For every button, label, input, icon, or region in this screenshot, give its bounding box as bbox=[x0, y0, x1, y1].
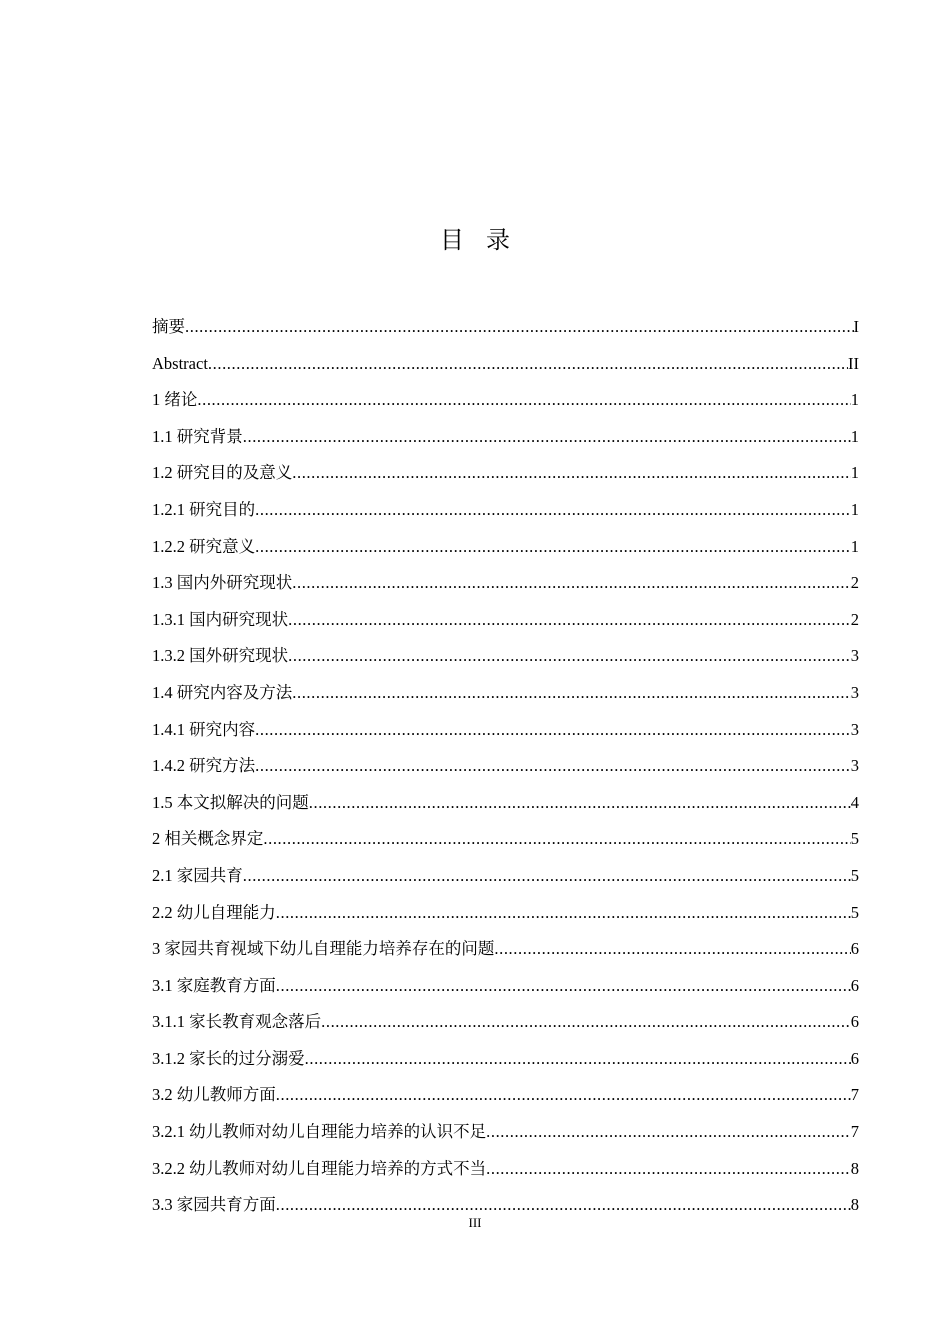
toc-entry-page: 7 bbox=[850, 1085, 859, 1105]
toc-entry-label: 3.2.2 幼儿教师对幼儿自理能力培养的方式不当 bbox=[152, 1158, 487, 1178]
toc-entry-label: 1.4.2 研究方法 bbox=[152, 756, 256, 776]
toc-dot-leader bbox=[185, 309, 854, 346]
toc-entry-label: 1.3 国内外研究现状 bbox=[152, 573, 293, 593]
toc-dot-leader bbox=[255, 492, 851, 529]
toc-entry-label: 1.1 研究背景 bbox=[152, 426, 243, 446]
toc-dot-leader bbox=[243, 419, 851, 456]
toc-dot-leader bbox=[243, 858, 851, 895]
toc-entry-label: 2.2 幼儿自理能力 bbox=[152, 902, 276, 922]
toc-entry[interactable] bbox=[152, 1151, 859, 1188]
toc-entry-page: 3 bbox=[850, 682, 859, 702]
toc-entry[interactable] bbox=[152, 858, 859, 895]
toc-entry[interactable] bbox=[152, 529, 859, 566]
toc-entry-page: 7 bbox=[850, 1122, 859, 1142]
toc-entry-label: 3.1.2 家长的过分溺爱 bbox=[152, 1048, 305, 1068]
toc-entry-page: 8 bbox=[850, 1158, 859, 1178]
toc-entry-label: 1.5 本文拟解决的问题 bbox=[152, 792, 309, 812]
toc-entry-label: 3.2.1 幼儿教师对幼儿自理能力培养的认识不足 bbox=[152, 1122, 487, 1142]
toc-entry[interactable] bbox=[152, 346, 859, 383]
toc-entry-page: 5 bbox=[850, 865, 859, 885]
toc-dot-leader bbox=[292, 565, 851, 602]
toc-entry-label: 1.2.2 研究意义 bbox=[152, 536, 256, 556]
toc-entry[interactable] bbox=[152, 748, 859, 785]
toc-entry-label: 3.2 幼儿教师方面 bbox=[152, 1085, 276, 1105]
toc-entry-label: 摘要 bbox=[152, 317, 185, 336]
toc-entry[interactable] bbox=[152, 382, 859, 419]
toc-entry-label: 1.2 研究目的及意义 bbox=[152, 463, 293, 483]
toc-entry[interactable] bbox=[152, 565, 859, 602]
toc-entry-page: 8 bbox=[850, 1195, 859, 1215]
toc-dot-leader bbox=[276, 968, 851, 1005]
toc-entry-label: 1.4.1 研究内容 bbox=[152, 719, 256, 739]
toc-entry-page: 6 bbox=[850, 975, 859, 995]
toc-title: 目录 bbox=[440, 226, 532, 254]
toc-entry-label: 1.2.1 研究目的 bbox=[152, 499, 256, 519]
toc-entry-page: 1 bbox=[850, 499, 859, 519]
toc-entry[interactable] bbox=[152, 785, 859, 822]
toc-entry-page: 1 bbox=[850, 463, 859, 483]
toc-dot-leader bbox=[321, 1004, 851, 1041]
toc-entry-page: 3 bbox=[850, 646, 859, 666]
toc-entry[interactable] bbox=[152, 602, 859, 639]
toc-list bbox=[152, 309, 859, 1224]
toc-entry-page: 1 bbox=[850, 426, 859, 446]
toc-entry[interactable] bbox=[152, 1114, 859, 1151]
toc-entry-page: 1 bbox=[850, 536, 859, 556]
toc-entry-label: 3.1.1 家长教育观念落后 bbox=[152, 1012, 322, 1032]
toc-entry[interactable] bbox=[152, 968, 859, 1005]
toc-entry-page: 5 bbox=[850, 829, 859, 849]
toc-entry-label: 3 家园共育视域下幼儿自理能力培养存在的问题 bbox=[152, 939, 495, 959]
toc-entry[interactable] bbox=[152, 1004, 859, 1041]
toc-entry-page: 3 bbox=[850, 719, 859, 739]
toc-dot-leader bbox=[292, 455, 851, 492]
toc-dot-leader bbox=[208, 346, 848, 383]
toc-dot-leader bbox=[305, 1041, 851, 1078]
toc-entry[interactable] bbox=[152, 455, 859, 492]
toc-entry[interactable] bbox=[152, 675, 859, 712]
toc-dot-leader bbox=[292, 675, 851, 712]
toc-dot-leader bbox=[309, 785, 851, 822]
toc-dot-leader bbox=[494, 931, 850, 968]
toc-dot-leader bbox=[255, 529, 851, 566]
toc-entry[interactable] bbox=[152, 309, 859, 346]
toc-dot-leader bbox=[263, 821, 850, 858]
toc-entry-page: 5 bbox=[850, 902, 859, 922]
toc-entry-page: I bbox=[853, 317, 859, 336]
toc-dot-leader bbox=[276, 895, 851, 932]
toc-entry[interactable] bbox=[152, 821, 859, 858]
page-number: III bbox=[468, 1215, 482, 1230]
toc-dot-leader bbox=[197, 382, 850, 419]
toc-entry-label: 1.3.1 国内研究现状 bbox=[152, 609, 289, 629]
toc-entry-page: 4 bbox=[850, 792, 859, 812]
toc-entry[interactable] bbox=[152, 492, 859, 529]
toc-entry[interactable] bbox=[152, 419, 859, 456]
toc-dot-leader bbox=[255, 712, 851, 749]
toc-entry-page: 2 bbox=[850, 609, 859, 629]
toc-entry[interactable] bbox=[152, 638, 859, 675]
toc-entry-label: 2 相关概念界定 bbox=[152, 829, 264, 849]
toc-entry-label: 3.1 家庭教育方面 bbox=[152, 975, 276, 995]
toc-entry[interactable] bbox=[152, 895, 859, 932]
toc-dot-leader bbox=[288, 602, 851, 639]
toc-entry-page: 3 bbox=[850, 756, 859, 776]
toc-entry[interactable] bbox=[152, 1041, 859, 1078]
toc-dot-leader bbox=[486, 1114, 851, 1151]
toc-entry[interactable] bbox=[152, 1077, 859, 1114]
toc-entry-page: 6 bbox=[850, 939, 859, 959]
toc-dot-leader bbox=[486, 1151, 851, 1188]
toc-dot-leader bbox=[276, 1077, 851, 1114]
toc-entry-page: II bbox=[848, 353, 859, 373]
toc-entry-page: 2 bbox=[850, 573, 859, 593]
toc-entry-label: 1.4 研究内容及方法 bbox=[152, 682, 293, 702]
toc-entry-label: 1 绪论 bbox=[152, 390, 198, 410]
toc-entry-page: 1 bbox=[850, 390, 859, 410]
toc-entry[interactable] bbox=[152, 931, 859, 968]
toc-dot-leader bbox=[255, 748, 851, 785]
toc-entry-label: 2.1 家园共育 bbox=[152, 865, 243, 885]
toc-entry-page: 6 bbox=[850, 1012, 859, 1032]
toc-entry-page: 6 bbox=[850, 1048, 859, 1068]
toc-entry-label: 1.3.2 国外研究现状 bbox=[152, 646, 289, 666]
toc-entry-label: Abstract bbox=[152, 353, 208, 373]
toc-dot-leader bbox=[288, 638, 851, 675]
toc-entry-label: 3.3 家园共育方面 bbox=[152, 1195, 276, 1215]
toc-entry[interactable] bbox=[152, 712, 859, 749]
